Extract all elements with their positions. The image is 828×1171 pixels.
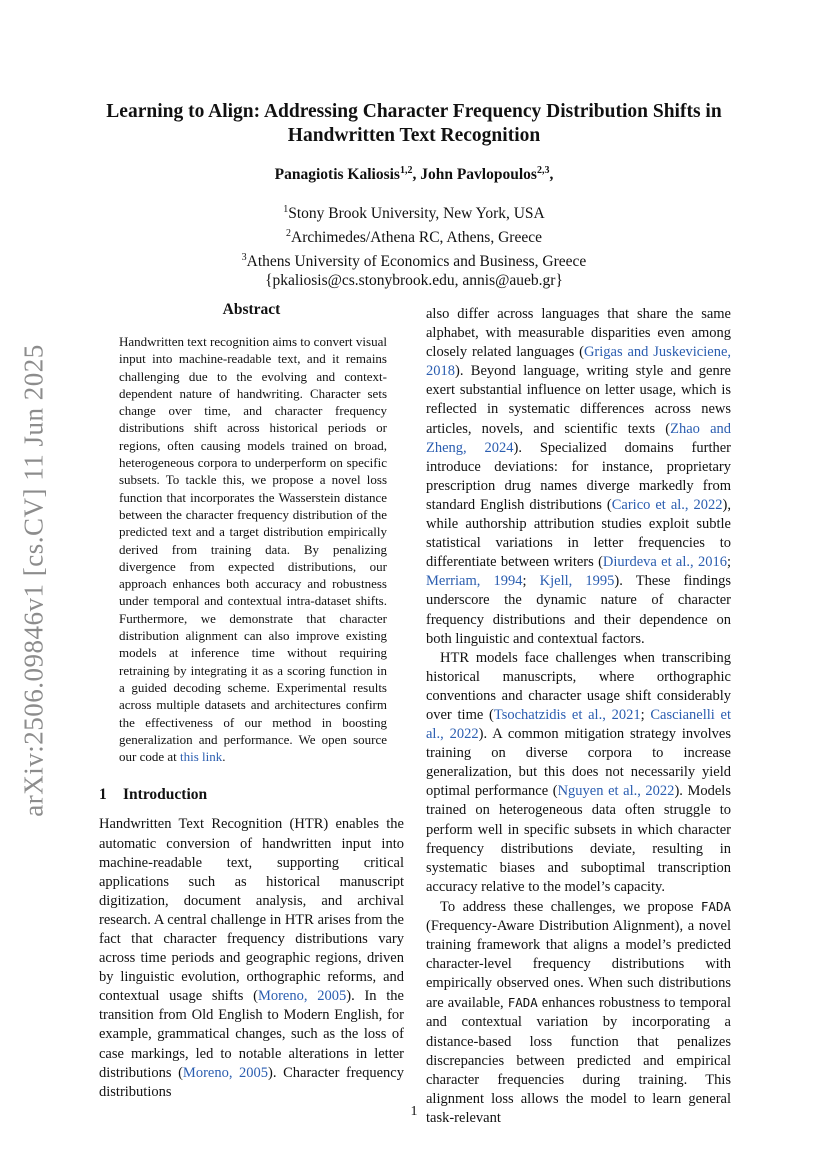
method-name: FADA	[700, 898, 731, 914]
citation-separator: ;	[726, 554, 731, 571]
affiliation-3-mark: 3	[241, 251, 247, 263]
author-separator: ,	[412, 166, 421, 184]
author-1-name: Panagiotis Kaliosis	[274, 166, 400, 184]
citation-separator: ;	[522, 573, 540, 590]
text-run: HTR models face challenges when transcribing historical manuscripts, where orthographic conventions and character usage shift considerably over time (	[426, 649, 731, 723]
abstract-heading: Abstract	[222, 301, 281, 318]
left-column	[99, 300, 404, 1102]
text-run: also differ across languages that share the same alphabet, with measurable disparities even among closely related languages (	[426, 306, 731, 361]
abstract-end: .	[222, 749, 226, 765]
citation-link[interactable]: Zhao and Zheng, 2024	[426, 420, 732, 456]
affiliation-2	[80, 224, 748, 248]
code-link[interactable]: this link	[180, 749, 223, 765]
text-run: Handwritten Text Recognition (HTR) enables the automatic conversion of handwritten input into machine-readable text, supporting critical applications such as historical manuscript digitization, document analysis, and archival research. A central challenge in HTR arises from the fact that character frequency distributions vary across time periods and geographic regions, driven by linguistic evolution, orthographic reforms, and contextual usage shifts (	[99, 816, 404, 1005]
author-emails: {pkaliosis@cs.stonybrook.edu, annis@aueb.gr}	[265, 272, 563, 290]
title-line-2: Handwritten Text Recognition	[287, 125, 541, 146]
citation-link[interactable]: Grigas and Juskeviciene, 2018	[426, 344, 732, 380]
text-run: ). Specialized domains further introduce deviations: for instance, proprietary prescription drug names diverge markedly from standard English distributions (	[426, 439, 731, 513]
citation-link[interactable]: Diurdeva et al., 2016	[602, 554, 727, 571]
citation-link[interactable]: Moreno, 2005	[182, 1064, 269, 1081]
affiliation-1-text: Stony Brook University, New York, USA	[288, 205, 545, 223]
text-run: To address these challenges, we propose	[440, 898, 701, 915]
section-number: 1	[99, 786, 107, 804]
author-1-affil: 1,2	[399, 165, 413, 176]
affiliations	[80, 200, 748, 291]
citation-link[interactable]: Tsochatzidis et al., 2021	[493, 706, 641, 723]
text-run: ). Beyond language, writing style and genre exert substantial influence on letter usage, which is reflected in systematic differences across news articles, novels, and scientific texts (	[426, 363, 731, 437]
intro-paragraph-3	[426, 897, 731, 1128]
text-run: enhances robustness to temporal and contextual variation by incorporating a distance-based loss function that penalizes discrepancies between predicted and empirical character frequencies during training. This alignment loss allows the model to learn general task-relevant	[426, 995, 732, 1126]
intro-paragraph-1-continued	[426, 305, 731, 649]
text-run: (Frequency-Aware Distribution Alignment), a novel training framework that aligns a model’s predicted character-level frequency distributions with empirically observed ones. When such distributions are available,	[426, 918, 731, 1012]
citation-link[interactable]: Merriam, 1994	[426, 573, 523, 590]
affiliation-2-mark: 2	[286, 227, 292, 239]
affiliation-3	[80, 248, 748, 272]
title-line-1: Learning to Align: Addressing Character Frequency Distribution Shifts in	[106, 101, 722, 122]
text-run: ). Models trained on heterogeneous data often struggle to perform well in specific subsets in which character frequency distributions deviate, resulting in systematic biases and suboptimal transcription accuracy relative to the model’s capacity.	[426, 783, 731, 895]
abstract-text: Handwritten text recognition aims to convert visual input into machine-readable text, and it remains challenging due to the evolving and context-dependent nature of handwriting. Character sets change over time, and character frequency distributions shift across historical periods or regions, often causing models trained on broad, heterogeneous corpora to underperform on specific subsets. To tackle this, we propose a novel loss function that incorporates the Wasserstein distance between the character frequency distribution of the predicted text and a target distribution empirically derived from training data. By penalizing divergence from expected distributions, our approach enhances both accuracy and robustness under temporal and contextual intra-dataset shifts. Furthermore, we demonstrate that character distribution alignment can also improve existing models at inference time without requiring retraining by integrating it as a scoring function in a guided decoding scheme. Experimental results across multiple datasets and architectures confirm the effectiveness of our method in boosting generalization and performance. We open source our code at	[119, 334, 387, 765]
affiliation-1-mark: 1	[283, 204, 289, 215]
citation-link[interactable]: Carico et al., 2022	[611, 496, 723, 513]
text-run: ). In the transition from Old English to Modern English, for example, grammatical changes, such as the loss of case markings, led to notable alterations in letter distributions (	[99, 988, 404, 1081]
author-list	[80, 161, 748, 185]
text-run: ). Character frequency distributions	[99, 1064, 404, 1100]
arxiv-stamp-text: arXiv:2506.09846v1 [cs.CV] 11 Jun 2025	[18, 343, 49, 817]
citation-link[interactable]: Kjell, 1995	[539, 573, 615, 590]
citation-link[interactable]: Moreno, 2005	[257, 988, 347, 1005]
affiliation-1	[80, 200, 748, 224]
page-number: 1	[410, 1104, 418, 1119]
author-trailing: ,	[549, 166, 554, 184]
citation-link[interactable]: Cascianelli et al., 2022	[426, 706, 731, 743]
abstract-body	[119, 333, 387, 765]
text-run: ), while authorship attribution studies exploit subtle statistical variations in letter frequencies to differentiate between writers (	[426, 496, 731, 571]
intro-paragraph-1	[99, 815, 404, 1101]
author-2-name: John Pavlopoulos	[420, 166, 537, 184]
method-name: FADA	[507, 995, 538, 1011]
paper-title	[80, 100, 748, 148]
text-run: ). A common mitigation strategy involves training on diverse corpora to increase generalization, but this does not necessarily yield optimal performance (	[426, 726, 732, 800]
citation-separator: ;	[640, 706, 651, 723]
arxiv-stamp	[10, 330, 58, 830]
affiliation-2-text: Archimedes/Athena RC, Athens, Greece	[291, 228, 542, 246]
citation-link[interactable]: Nguyen et al., 2022	[557, 783, 675, 800]
author-2-affil: 2,3	[536, 165, 550, 176]
right-column	[426, 305, 731, 1128]
affiliation-3-text: Athens University of Economics and Business, Greece	[246, 252, 587, 270]
intro-paragraph-2	[426, 649, 731, 897]
section-title: Introduction	[123, 786, 208, 804]
text-run: ). These findings underscore the dynamic nature of character frequency distributions and their dependence on both linguistic and contextual factors.	[426, 573, 732, 647]
section-heading-introduction	[99, 785, 404, 805]
